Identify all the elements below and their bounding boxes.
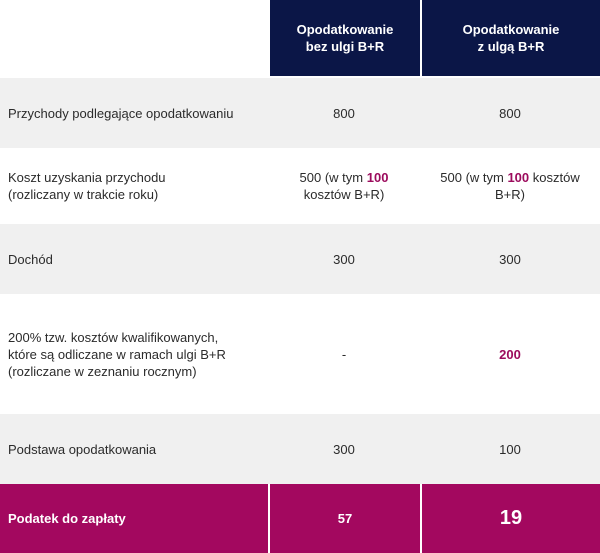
header-without-relief-line2: bez ulgi B+R [305,39,385,54]
header-with-relief-line1: Opodatkowanie [462,22,560,37]
table-row-tax-due [0,484,600,553]
value-with-relief: 800 [499,105,521,121]
row-label [0,148,268,224]
table-row-tax-base [0,414,600,484]
value-without-relief: - [341,346,347,362]
value-text: 500 (w tym [440,170,508,185]
value-highlight: 100 [507,170,530,185]
header-with-relief [420,0,600,76]
row-label: Dochód [8,251,53,267]
row-label [0,294,268,414]
table-row-income [0,224,600,294]
header-without-relief [268,0,420,76]
value-with-relief: 200 [499,346,521,362]
value-without-relief: 300 [333,441,355,457]
header-without-relief-line1: Opodatkowanie [296,22,394,37]
row-label-line2: (rozliczany w trakcie roku) [8,187,159,202]
value-with-relief: 19 [420,484,600,553]
value-without-relief: 300 [333,251,355,267]
row-label: Podstawa opodatkowania [8,441,157,457]
header-empty-cell [0,0,268,76]
row-label-line1: Koszt uzyskania przychodu [8,170,166,185]
table-row-costs [0,148,600,224]
row-label: Przychody podlegające opodatkowaniu [8,105,234,121]
table-row-revenue [0,78,600,148]
value-highlight: 100 [366,170,389,185]
value-with-relief: 300 [499,251,521,267]
value-text: kosztów B+R) [495,170,580,202]
row-label-line3: (rozliczane w zeznaniu rocznym) [8,363,197,379]
row-label: Podatek do zapłaty [0,484,268,553]
value-with-relief: 100 [499,441,521,457]
table-row-qualified-costs [0,294,600,414]
value-without-relief: 800 [333,105,355,121]
row-label-line1: 200% tzw. kosztów kwalifikowanych, [8,329,219,345]
value-text: kosztów B+R) [303,187,385,202]
row-label-line2: które są odliczane w ramach ulgi B+R [8,346,226,362]
value-without-relief: 57 [268,484,420,553]
value-without-relief [268,148,420,224]
value-with-relief [420,148,600,224]
table-header [0,0,600,76]
value-text: 500 (w tym [299,170,367,185]
header-with-relief-line2: z ulgą B+R [477,39,545,54]
